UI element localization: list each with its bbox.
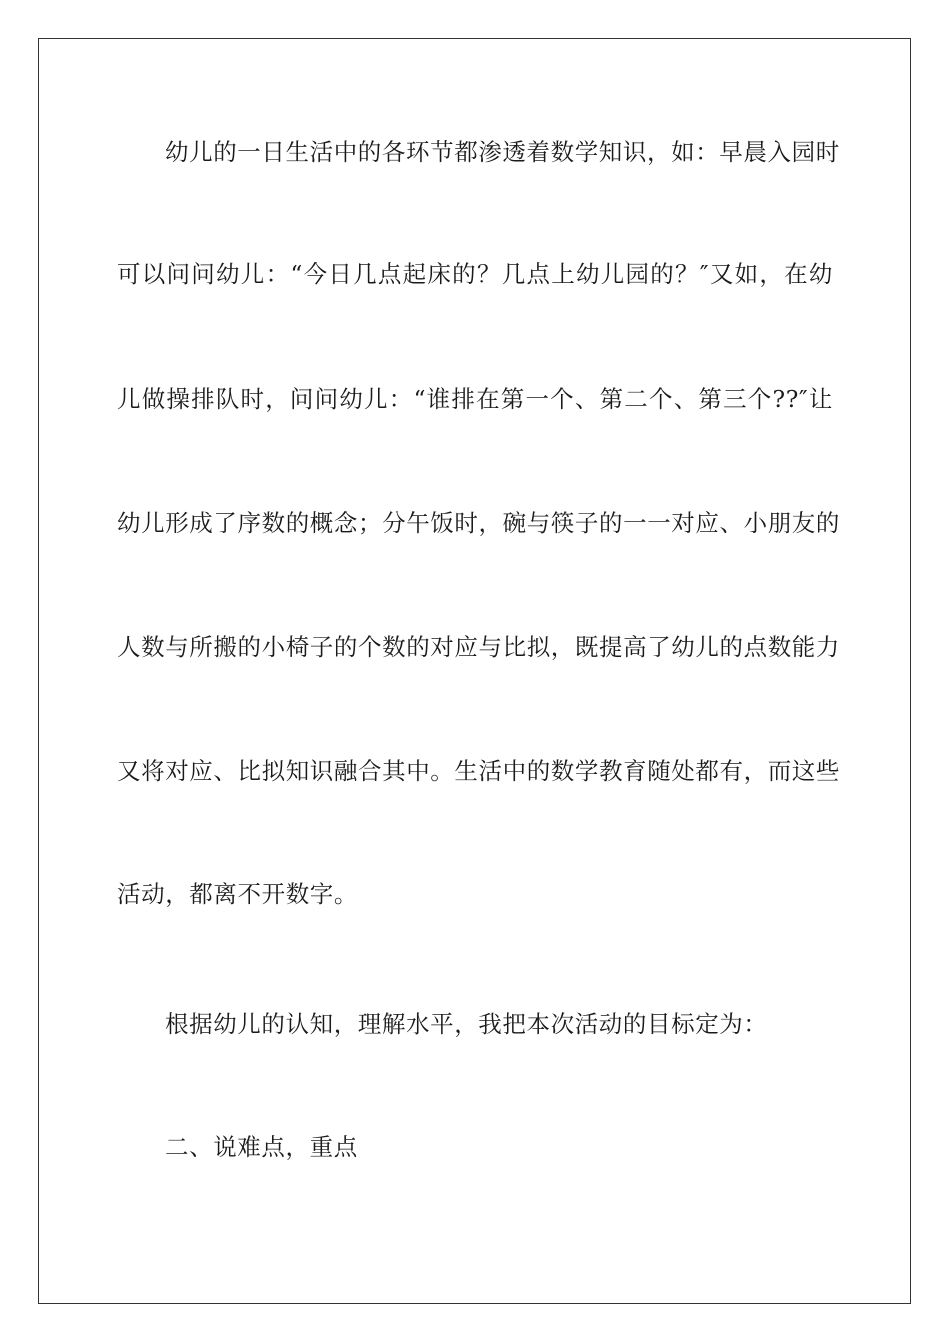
paragraph-line-2: 可以问问幼儿：“今日几点起床的？几点上幼儿园的？″又如，在幼 [117,260,833,288]
goal-intro-line: 根据幼儿的认知，理解水平，我把本次活动的目标定为： [165,1010,768,1038]
paragraph-line-3: 儿做操排队时，问问幼儿：“谁排在第一个、第二个、第三个??″让 [117,385,833,413]
paragraph-line-1: 幼儿的一日生活中的各环节都渗透着数学知识，如：早晨入园时 [165,138,840,166]
paragraph-line-6: 又将对应、比拟知识融合其中。生活中的数学教育随处都有，而这些 [117,757,840,785]
paragraph-line-4: 幼儿形成了序数的概念；分午饭时，碗与筷子的一一对应、小朋友的 [117,509,840,537]
page-border [38,38,911,1304]
paragraph-line-5: 人数与所搬的小椅子的个数的对应与比拟，既提高了幼儿的点数能力 [117,633,840,661]
paragraph-line-7: 活动，都离不开数字。 [117,880,358,908]
section-heading: 二、说难点，重点 [165,1133,358,1161]
